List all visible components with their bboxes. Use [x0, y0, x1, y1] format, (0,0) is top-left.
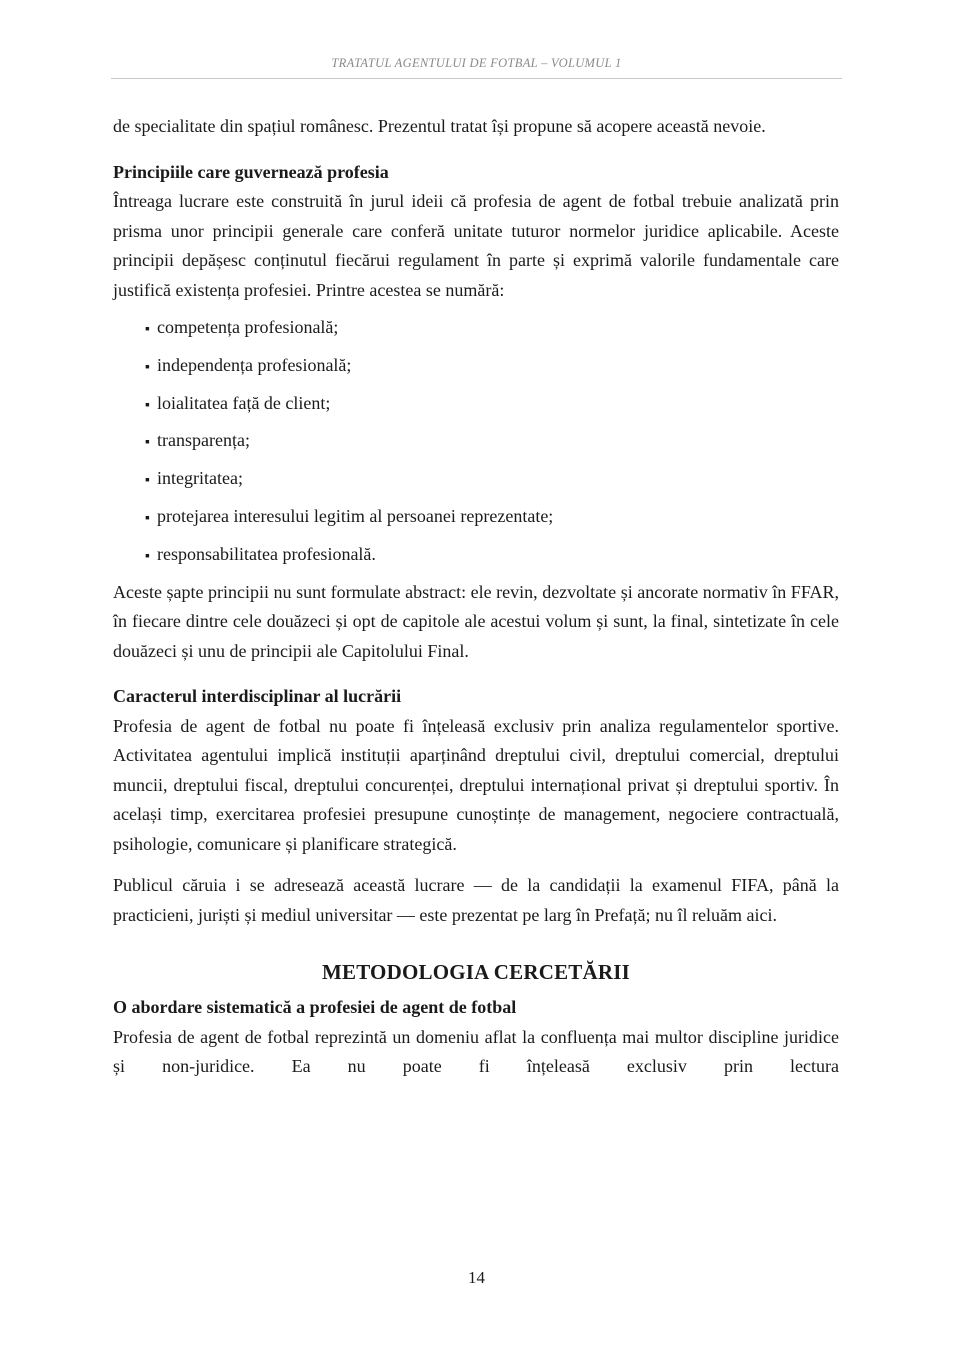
list-item-text: responsabilitatea profesională. — [157, 543, 376, 564]
heading-systematic: O abordare sistematică a profesiei de agent de fotbal — [113, 997, 517, 1018]
paragraph-principles: Întreaga lucrare este construită în jurul ideii că profesia de agent de fotbal trebuie analizată prin prisma unor principii generale care conferă unitate tuturor normelor juridice aplicabile. Aceste principii depășesc conținutul fiecărui regulament în parte și exprimă valorile fundamentale care justifică existența profesiei. Printre acestea se numără: — [113, 191, 839, 300]
heading-interdisciplinary: Caracterul interdisciplinar al lucrării — [113, 686, 402, 707]
square-bullet-icon: ▪ — [145, 473, 150, 489]
list-item — [145, 351, 839, 383]
running-header: TRATATUL AGENTULUI DE FOTBAL – VOLUMUL 1 — [331, 56, 622, 70]
list-item — [145, 502, 839, 534]
section-title: METODOLOGIA CERCETĂRII — [322, 960, 630, 985]
page-body — [113, 112, 839, 1082]
list-item-text: loialitatea față de client; — [157, 392, 331, 413]
square-bullet-icon: ▪ — [145, 548, 150, 564]
list-item — [145, 426, 839, 458]
square-bullet-icon: ▪ — [145, 435, 150, 451]
square-bullet-icon: ▪ — [145, 397, 150, 413]
list-item — [145, 540, 839, 572]
square-bullet-icon: ▪ — [145, 322, 150, 337]
square-bullet-icon: ▪ — [145, 510, 150, 526]
paragraph-interdisciplinary: Profesia de agent de fotbal nu poate fi înțeleasă exclusiv prin analiza regulamentelor sportive. Activitatea agentului implică instituții aparținând dreptului civil, dreptului comercial, dreptului muncii, dreptului fiscal, dreptului concurenței, dreptului internațional privat și dreptului sportiv. În același timp, exercitarea profesiei presupune cunoștințe de management, negociere contractuală, psihologie, comunicare și planificare strategică. — [113, 715, 839, 854]
list-item-text: integritatea; — [157, 468, 243, 489]
paragraph-audience: Publicul căruia i se adresează această lucrare — de la candidații la examenul FIFA, până la practicieni, juriști și mediul universitar — este prezentat pe larg în Prefață; nu îl reluăm aici. — [113, 875, 839, 925]
paragraph-systematic: Profesia de agent de fotbal reprezintă un domeniu aflat la confluența mai multor discipline juridice și non-juridice. Ea nu poate fi înțeleasă exclusiv prin lectura — [113, 1026, 839, 1077]
paragraph-seven-principles: Aceste șapte principii nu sunt formulate abstract: ele revin, dezvoltate și ancorate normativ în FFAR, în fiecare dintre cele douăzeci și opt de capitole ale acestui volum și sunt, la final, sintetizate în cele douăzeci și unu de principii ale Capitolului Final. — [113, 581, 839, 661]
paragraph-intro: de specialitate din spațiul românesc. Prezentul tratat își propune să acopere această nevoie. — [113, 116, 766, 136]
list-item-text: protejarea interesului legitim al persoanei reprezentate; — [157, 505, 554, 526]
heading-principles: Principiile care guvernează profesia — [113, 161, 389, 182]
principles-list — [145, 313, 839, 571]
list-item — [145, 389, 839, 421]
list-item — [145, 464, 839, 496]
square-bullet-icon: ▪ — [145, 359, 150, 375]
list-item-text: competența profesională; — [157, 317, 339, 337]
list-item — [145, 313, 839, 345]
page-number: 14 — [468, 1268, 485, 1287]
list-item-text: independența profesională; — [157, 354, 352, 375]
list-item-text: transparența; — [157, 430, 250, 451]
header-divider — [111, 78, 842, 79]
